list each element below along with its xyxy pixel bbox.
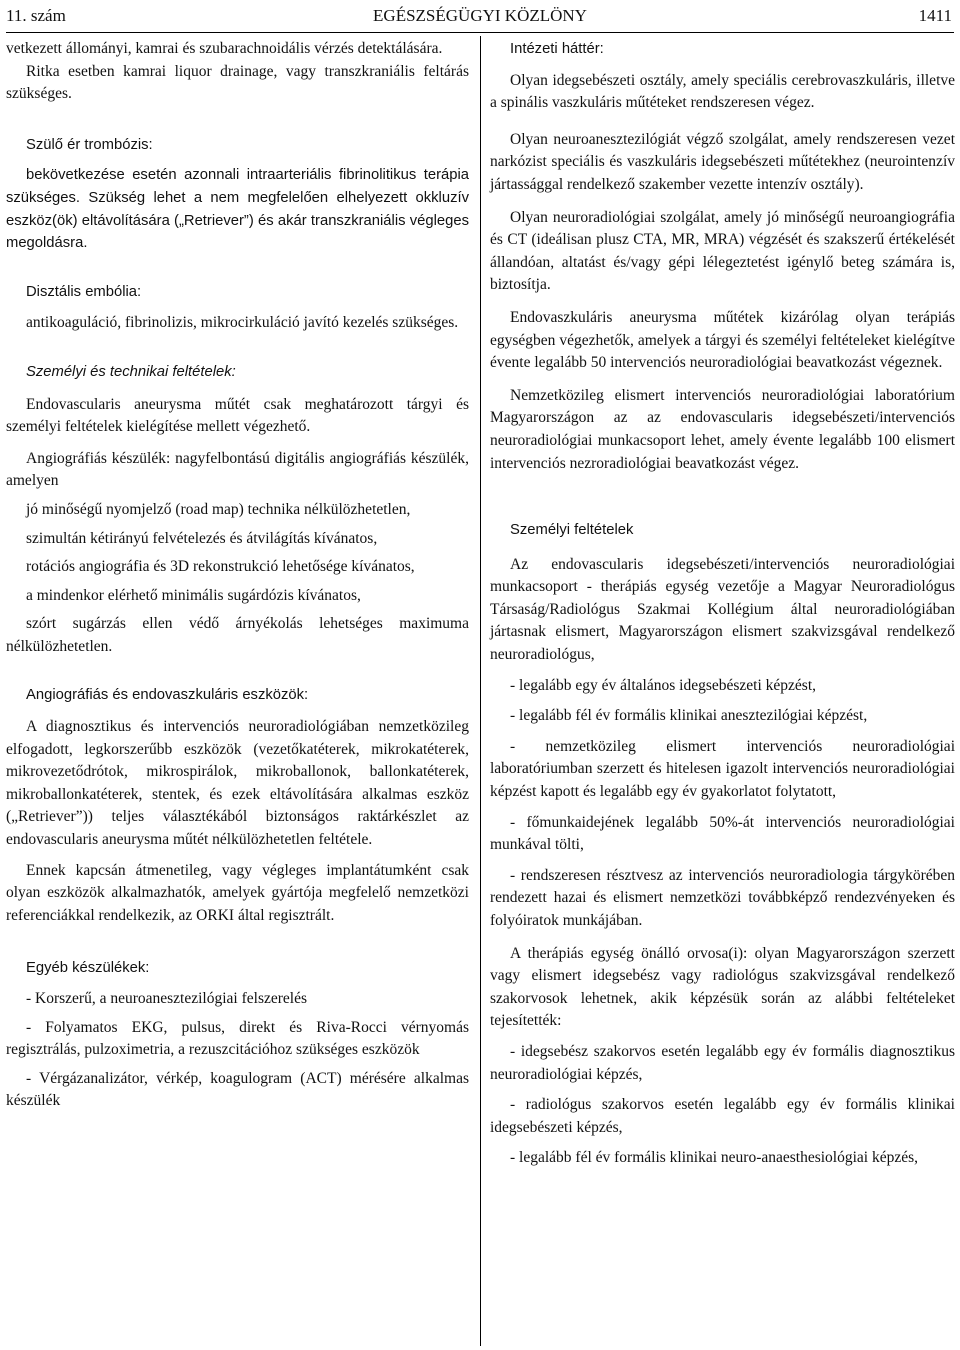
list-item: szórt sugárzás ellen védő árnyékolás lehetséges maximuma nélkülözhetetlen.	[6, 615, 469, 655]
paragraph	[6, 164, 469, 254]
list-item: - radiológus szakorvos esetén legalább egy év formális klinikai idegsebészeti képzés,	[490, 1096, 955, 1136]
paragraph: Angiográfiás készülék: nagyfelbontású digitális angiográfiás készülék, amelyen	[6, 449, 469, 490]
issue-number: 11. szám	[6, 6, 66, 25]
paragraph: Ennek kapcsán átmenetileg, vagy végleges implantátumként csak olyan eszközök alkalmazhatók, amelyek gyártója megfelelő nemzetközi referenciákkal rendelkezik, az ORKI által regisztrált.	[6, 861, 469, 924]
list-item: - legalább egy év általános idegsebészeti képzést,	[510, 676, 816, 694]
paragraph: Az endovascularis idegsebészeti/intervenciós neuroradiológiai munkacsoport - therápiás egység vezetője a Magyar Neuroradiológus Társaság/Radiológus Szakmai Kollégium által neuroradiológiában jártasnak elismert, Magyarországon elismert szakvizsgával rendelkező neuroradiológus,	[490, 555, 955, 664]
list-item: rotációs angiográfia és 3D rekonstrukció lehetősége kívánatos,	[26, 558, 415, 576]
paragraph-text: Szükség lehet a nem megfelelően elhelyezett okkluzív eszköz(ök) eltávolítására („Retriever”) és akár transzkraniális végleges megoldásra.	[6, 189, 469, 252]
list-item: jó minőségű nyomjelző (road map) technika nélkülözhetetlen,	[26, 500, 411, 518]
left-column	[6, 38, 469, 1113]
right-column	[490, 38, 955, 1170]
list-item: - Vérgázanalizátor, vérkép, koagulogram (ACT) mérésére alkalmas készülék	[6, 1069, 469, 1110]
paragraph: antikoaguláció, fibrinolizis, mikrocirkuláció javító kezelés szükséges.	[26, 314, 459, 332]
paragraph: Nemzetközileg elismert intervenciós neuroradiológiai laboratórium Magyarországon az az endovascularis idegsebészeti/intervenciós neuroradiológiai munkacsoport lehet, amely évente legalább 100 elismert intervenciós nezroradiológiai beavatkozást végez.	[490, 386, 955, 472]
column-divider	[480, 36, 481, 1346]
list-item: - nemzetközileg elismert intervenciós neuroradiológiai laboratóriumban szerzett és hitelesen igazolt intervenciós neuroradiológiai képzést kapott és legalább egy év gyakorlatot folytatott,	[490, 737, 955, 801]
list-item: a mindenkor elérhető minimális sugárdózis kívánatos,	[26, 586, 361, 604]
section-heading-disztalis: Disztális embólia:	[26, 283, 142, 300]
paragraph: Endovascularis aneurysma műtét csak meghatározott tárgyi és személyi feltételek kielégítése mellett végezhető.	[6, 395, 469, 436]
list-item: - legalább fél év formális klinikai anesztezilógiai képzést,	[510, 707, 868, 725]
paragraph: vetkezett állományi, kamrai és szubarachnoidális vérzés detektálására.	[6, 40, 443, 57]
page-number: 1411	[918, 6, 952, 25]
paragraph: Ritka esetben kamrai liquor drainage, vagy transzkraniális feltárás szükséges.	[6, 62, 469, 103]
section-heading-eszkozok: Angiográfiás és endovaszkuláris eszközök:	[26, 687, 309, 704]
section-heading-szemelyi: Személyi feltételek	[510, 522, 634, 539]
paragraph: Olyan neuroanesztezilógiát végző szolgálat, amely rendszeresen vezet narkózist speciális és vaszkuláris idegsebészeti műtétekhez (neurointenzív jártassággal rendelkező szakember vezette intenzív osztály).	[490, 130, 955, 193]
list-item: - Folyamatos EKG, pulsus, direkt és Riva-Rocci vérnyomás regisztrálás, pulzoximetria, a rezuszcitációhoz szükséges eszközök	[6, 1018, 469, 1059]
page-header	[6, 0, 954, 33]
list-item: szimultán kétirányú felvételezés és átvilágítás kívánatos,	[26, 529, 378, 547]
paragraph: Olyan idegsebészeti osztály, amely speciális cerebrovaszkuláris, illetve a spinális vaszkuláris műtéteket rendszeresen végez.	[490, 71, 955, 112]
section-heading-szulo: Szülő ér trombózis:	[26, 136, 153, 153]
paragraph: A therápiás egység önálló orvosa(i): olyan Magyarországon szerzett vagy elismert idegsebész vagy radiológus szakvizsgával rendelkező szakorvosok lehetnek, akik képzésük során az alábbi feltételeket tejesítették:	[490, 944, 955, 1030]
section-heading-intezeti: Intézeti háttér:	[510, 41, 604, 57]
section-heading-egyeb: Egyéb készülékek:	[26, 960, 150, 977]
section-heading-szemelyi-technikai: Személyi és technikai feltételek:	[26, 363, 236, 380]
list-item: - Korszerű, a neuroanesztezilógiai felszerelés	[26, 990, 308, 1007]
paragraph: A diagnosztikus és intervenciós neuroradiológiában nemzetközileg elfogadott, legkorszerűbb eszközök (vezetőkatéterek, mikrokatéterek, mikrovezetődrótok, mikrospirálok, mikroballonok, ballonkatéterek, mikroballonkatéterek, stentek, és ezek eltávolítására alkalmas eszköz („Retriever”)) teljes választékából biztonságos raktárkészlet az endovascularis aneurysma műtét nélkülözhetetlen feltétele.	[6, 718, 469, 849]
list-item: - rendszeresen résztvesz az intervenciós neuroradiologia tárgykörében rendezett hazai és elismert nemzetközi továbbképző rendezvényeken és folyóiratok munkájában.	[490, 866, 955, 929]
list-item: - főmunkaidejének legalább 50%-át intervenciós neuroradiológiai munkával tölti,	[490, 813, 955, 854]
list-item: - legalább fél év formális klinikai neuro-anaesthesiológiai képzés,	[510, 1149, 919, 1167]
journal-title: EGÉSZSÉGÜGYI KÖZLÖNY	[373, 6, 587, 25]
paragraph-text: bekövetkezése esetén azonnali intraarteriális fibrinolitikus terápia szükséges.	[6, 167, 469, 206]
list-item: - idegsebész szakorvos esetén legalább egy év formális diagnosztikus neuroradiológiai képzés,	[490, 1042, 955, 1083]
paragraph: Olyan neuroradiológiai szolgálat, amely jó minőségű neuroangiográfia és CT (ideálisan plusz CTA, MR, MRA) végzését és szakszerű értékelését állandóan, altatást és/vagy gépi lélegeztetést igénylő beteg számára is, biztosítja.	[490, 208, 955, 294]
paragraph: Endovaszkuláris aneurysma műtétek kizárólag olyan terápiás egységben végezhetők, amelyek a tárgyi és személyi feltételeket kielégítve évente legalább 50 intervenciós neuroradiológiai beavatkozást végeznek.	[490, 308, 955, 372]
